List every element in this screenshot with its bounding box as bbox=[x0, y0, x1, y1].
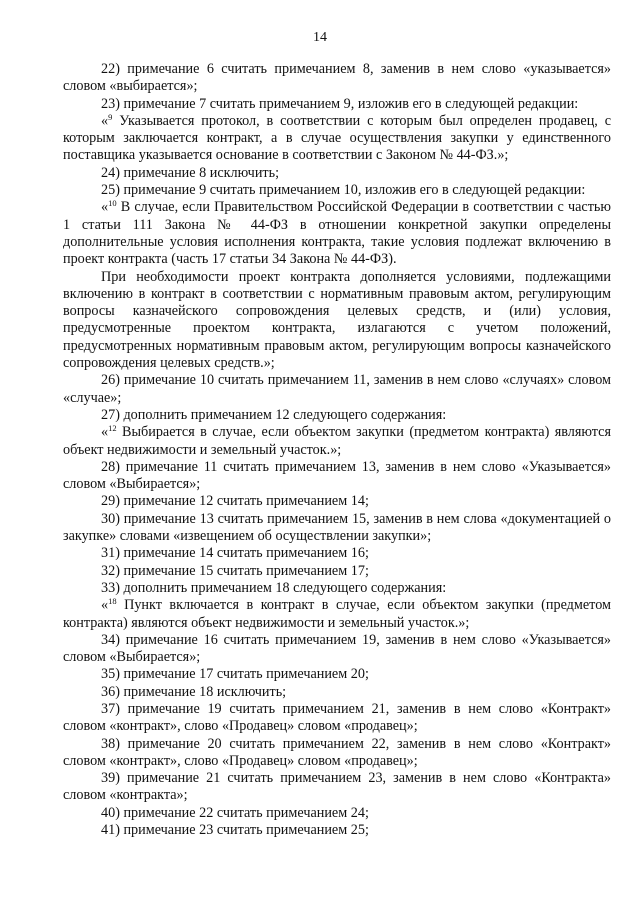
paragraph-item-26 bbox=[63, 372, 611, 407]
opening-quote: « bbox=[101, 424, 109, 441]
paragraph-item-23 bbox=[63, 96, 611, 113]
paragraph-text: 40) примечание 22 считать примечанием 24; bbox=[101, 804, 369, 821]
paragraph-text: 36) примечание 18 исключить; bbox=[101, 683, 287, 700]
paragraph-text: 38) примечание 20 считать примечанием 22, заменив в нем слово «Контракт» словом «контракт», слово «Продавец» словом «продавец»; bbox=[63, 735, 611, 769]
paragraph-text: 28) примечание 11 считать примечанием 13, заменив в нем слово «Указывается» словом «Выбирается»; bbox=[63, 458, 611, 493]
paragraph-text: 35) примечание 17 считать примечанием 20; bbox=[101, 666, 369, 683]
paragraph-text: 22) примечание 6 считать примечанием 8, заменив в нем слово «указывается» словом «выбирается»; bbox=[63, 61, 611, 95]
quoted-note-18 bbox=[63, 597, 611, 632]
paragraph-text: 25) примечание 9 считать примечанием 10, изложив его в следующей редакции: bbox=[101, 182, 586, 199]
opening-quote: « bbox=[101, 199, 109, 216]
paragraph-item-32 bbox=[63, 563, 611, 580]
paragraph-text: Указывается протокол, в соответствии с которым был определен продавец, с которым заключается контракт, а в случае осуществления закупки у единственного поставщика указывается основание в соответствии с Законом № 44-ФЗ.»; bbox=[63, 112, 611, 164]
paragraph-text: 23) примечание 7 считать примечанием 9, изложив его в следующей редакции: bbox=[101, 95, 579, 112]
paragraph-text: 33) дополнить примечанием 18 следующего содержания: bbox=[101, 579, 447, 596]
opening-quote: « bbox=[101, 112, 109, 129]
paragraph-text: 39) примечание 21 считать примечанием 23, заменив в нем слово «Контракта» словом «контракта»; bbox=[63, 770, 611, 804]
paragraph-text: Выбирается в случае, если объектом закупки (предметом контракта) являются объект недвижимости и земельный участок.»; bbox=[63, 424, 611, 458]
opening-quote: « bbox=[101, 597, 109, 614]
paragraph-item-41 bbox=[63, 822, 611, 839]
document-body bbox=[63, 61, 611, 839]
paragraph-text: 29) примечание 12 считать примечанием 14; bbox=[101, 493, 369, 510]
paragraph-text: При необходимости проект контракта дополняется условиями, подлежащими включению в контракт в соответствии с нормативным правовым актом, регулирующим вопросы казначейского сопровождения целевых средств, и (или) условия, предусмотренные проектом контракта, излагаются с учетом положений, предусмотренных нормативным правовым актом, регулирующим вопросы казначейского сопровождения целевых средств.»; bbox=[63, 268, 611, 372]
paragraph-text: Пункт включается в контракт в случае, если объектом закупки (предметом контракта) являются объект недвижимости и земельный участок.»; bbox=[63, 597, 611, 631]
footnote-marker: 9 bbox=[108, 111, 113, 122]
paragraph-text: 32) примечание 15 считать примечанием 17; bbox=[101, 562, 369, 579]
paragraph-text: 34) примечание 16 считать примечанием 19, заменив в нем слово «Указывается» словом «Выбирается»; bbox=[63, 631, 611, 666]
paragraph-item-36 bbox=[63, 684, 611, 701]
paragraph-text: В случае, если Правительством Российской Федерации в соответствии с частью 1 статьи 111 Закона № 44-ФЗ в отношении конкретной закупки определены дополнительные условия исполнения контракта, такие условия подлежат включению в проект контракта (часть 17 статьи 34 Закона № 44-ФЗ). bbox=[63, 199, 611, 268]
paragraph-text: 24) примечание 8 исключить; bbox=[101, 164, 280, 181]
paragraph-item-27 bbox=[63, 407, 611, 424]
footnote-marker: 18 bbox=[108, 596, 117, 607]
paragraph-text: 31) примечание 14 считать примечанием 16; bbox=[101, 545, 369, 562]
quoted-note-9 bbox=[63, 113, 611, 165]
paragraph-item-34 bbox=[63, 632, 611, 667]
paragraph-item-24 bbox=[63, 165, 611, 182]
quoted-note-12 bbox=[63, 424, 611, 459]
paragraph-item-40 bbox=[63, 805, 611, 822]
paragraph-item-38 bbox=[63, 736, 611, 771]
paragraph-item-37 bbox=[63, 701, 611, 736]
paragraph-item-35 bbox=[63, 666, 611, 683]
paragraph-text: 41) примечание 23 считать примечанием 25; bbox=[101, 822, 369, 839]
paragraph-item-39 bbox=[63, 770, 611, 805]
footnote-marker: 10 bbox=[108, 198, 117, 209]
footnote-marker: 12 bbox=[108, 423, 117, 434]
paragraph-text: 30) примечание 13 считать примечанием 15, заменив в нем слова «документацией о закупке» словами «извещением об осуществлении закупки»; bbox=[63, 510, 611, 545]
paragraph-text: 26) примечание 10 считать примечанием 11, заменив в нем слово «случаях» словом «случае»; bbox=[63, 372, 611, 406]
paragraph-item-30 bbox=[63, 511, 611, 546]
paragraph-item-31 bbox=[63, 545, 611, 562]
quoted-note-10 bbox=[63, 199, 611, 268]
paragraph-text: 27) дополнить примечанием 12 следующего содержания: bbox=[101, 406, 447, 423]
paragraph-item-28 bbox=[63, 459, 611, 494]
paragraph-item-29 bbox=[63, 493, 611, 510]
quoted-note-10-continuation bbox=[63, 269, 611, 373]
paragraph-text: 37) примечание 19 считать примечанием 21, заменив в нем слово «Контракт» словом «контракт», слово «Продавец» словом «продавец»; bbox=[63, 700, 611, 735]
paragraph-item-25 bbox=[63, 182, 611, 199]
paragraph-item-33 bbox=[63, 580, 611, 597]
page-number: 14 bbox=[313, 30, 327, 45]
paragraph-item-22 bbox=[63, 61, 611, 96]
